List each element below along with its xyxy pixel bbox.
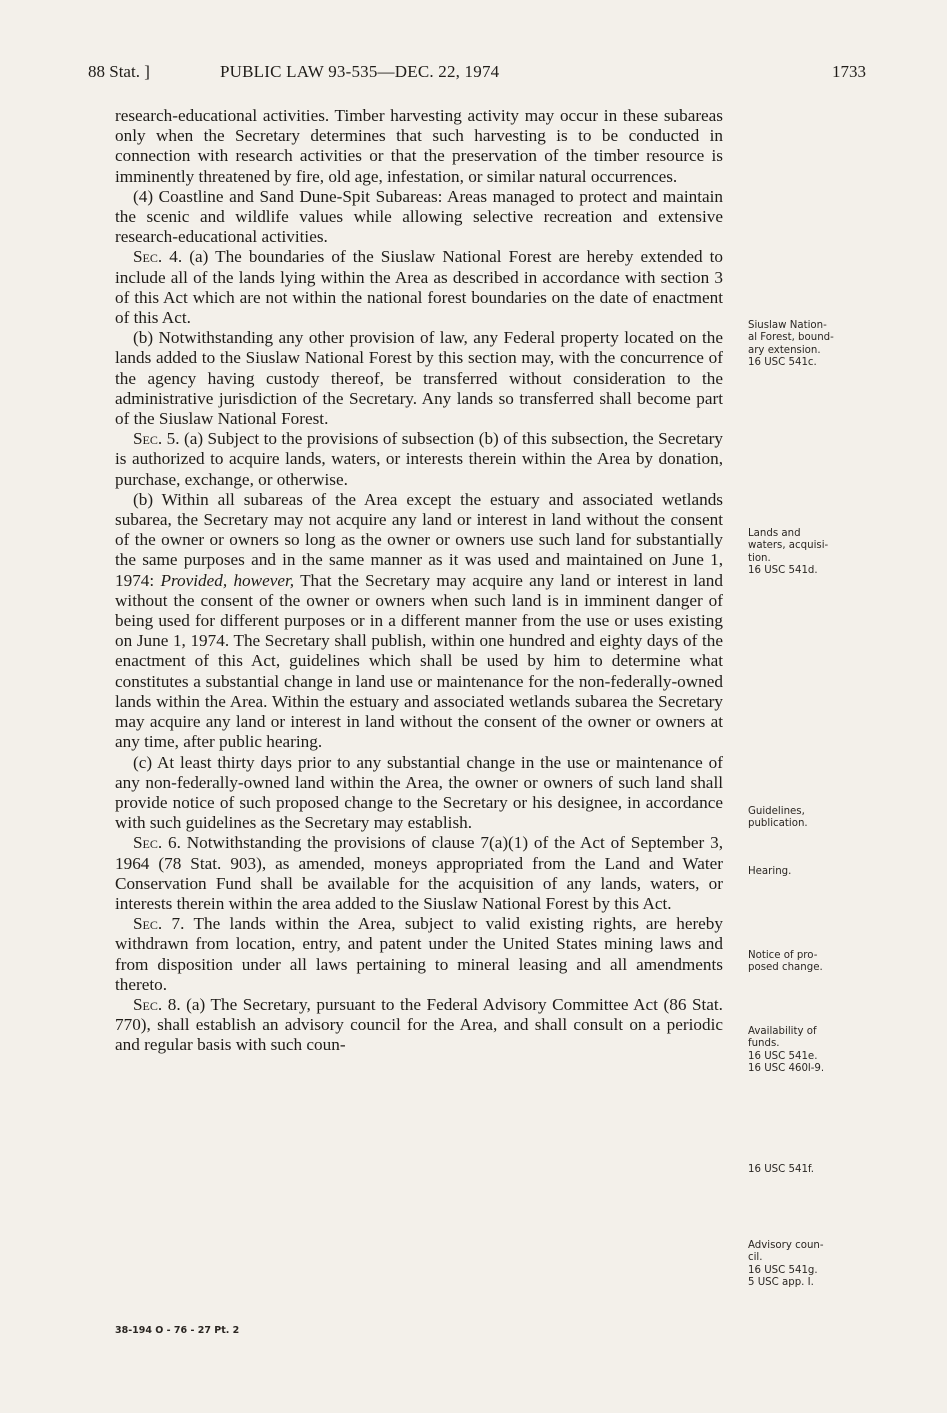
paragraph: (b) Within all subareas of the Area except the estuary and associated wetlands subarea, the Secretary may not acquire any land or interest in land without the consent of the owner or owners so long as the owner or owners use such land for substantially the same purposes and in the same manner as it was used and maintained on June 1, 1974: Provided, however, That the Secretary may acquire any land or interest in land without the consent of the owner or owners when such land is in imminent danger of being used for different purposes or in a different manner from the use or uses existing on June 1, 1974. The Secretary shall publish, within one hundred and eighty days of the enactment of this Act, guidelines which shall be used by him to determine what constitutes a substantial change in land use or maintenance for the non-federally-owned lands within the Area. Within the estuary and associated wetlands subarea the Secretary may acquire any land or interest in land without the consent of the owner or owners at any time, after public hearing. xyxy=(115,489,723,752)
paragraph: (4) Coastline and Sand Dune-Spit Subareas: Areas managed to protect and maintain the scenic and wildlife values while allowing selective recreation and extensive research-educational activities. xyxy=(115,186,723,247)
section-7-paragraph: Sec. 7. The lands within the Area, subject to valid existing rights, are hereby withdrawn from location, entry, and patent under the United States mining laws and from disposition under all laws pertaining to mineral leasing and all amendments thereto. xyxy=(115,914,723,994)
body-text xyxy=(115,106,723,1056)
margin-note: Siuslaw Nation- al Forest, bound- ary extension. 16 USC 541c. xyxy=(748,320,834,369)
section-label: Sec. 6. xyxy=(133,833,181,853)
page-number: 1733 xyxy=(832,62,866,81)
paragraph: (b) Notwithstanding any other provision of law, any Federal property located on the lands added to the Siuslaw National Forest by this section may, with the concurrence of the agency having custody thereof, be transferred without consideration to the administrative jurisdiction of the Secretary. Any lands so transferred shall become part of the Siuslaw National Forest. xyxy=(115,328,723,429)
section-label: Sec. 5. xyxy=(133,429,180,449)
margin-note: 16 USC 541f. xyxy=(748,1164,815,1175)
paragraph: research-educational activities. Timber harvesting activity may occur in these subareas only when the Secretary determines that such harvesting is to be conducted in connection with research activities or that the preservation of the timber resource is imminently threatened by fire, old age, infestation, or similar natural occurrences. xyxy=(115,106,723,186)
section-label: Sec. 7. xyxy=(133,914,185,934)
section-5-paragraph: Sec. 5. (a) Subject to the provisions of subsection (b) of this subsection, the Secretary is authorized to acquire lands, waters, or interests therein within the Area by donation, purchase, exchange, or otherwise. xyxy=(115,429,723,489)
print-code-footer: 38-194 O - 76 - 27 Pt. 2 xyxy=(115,1325,240,1336)
margin-note: Notice of pro- posed change. xyxy=(748,950,823,974)
volume-reference: 88 Stat. ] xyxy=(88,62,150,81)
margin-note: Availability of funds. 16 USC 541e. 16 USC 460l-9. xyxy=(748,1026,825,1075)
section-label: Sec. 4. xyxy=(133,247,183,267)
section-label: Sec. 8. xyxy=(133,994,181,1014)
section-8-paragraph: Sec. 8. (a) The Secretary, pursuant to the Federal Advisory Committee Act (86 Stat. 770), shall establish an advisory council for the Area, and shall consult on a periodic and regular basis with such coun- xyxy=(115,994,723,1055)
margin-note: Lands and waters, acquisi- tion. 16 USC 541d. xyxy=(748,528,829,577)
section-4-paragraph: Sec. 4. (a) The boundaries of the Siuslaw National Forest are hereby extended to include all of the lands lying within the Area as described in accordance with section 3 of this Act which are not within the national forest boundaries on the date of enactment of this Act. xyxy=(115,247,723,328)
paragraph: (c) At least thirty days prior to any substantial change in the use or maintenance of any non-federally-owned land within the Area, the owner or owners of such land shall provide notice of such proposed change to the Secretary or his designee, in accordance with such guidelines as the Secretary may establish. xyxy=(115,752,723,833)
proviso-italic: Provided, however, xyxy=(160,570,295,590)
margin-note: Guidelines, publication. xyxy=(748,806,808,830)
section-6-paragraph: Sec. 6. Notwithstanding the provisions of clause 7(a)(1) of the Act of September 3, 1964 (78 Stat. 903), as amended, moneys appropriated from the Land and Water Conservation Fund shall be available for the acquisition of any lands, waters, or interests therein within the area added to the Siuslaw National Forest by this Act. xyxy=(115,833,723,913)
law-title: PUBLIC LAW 93-535—DEC. 22, 1974 xyxy=(220,62,500,81)
margin-note: Advisory coun- cil. 16 USC 541g. 5 USC app. I. xyxy=(748,1240,824,1289)
page-header xyxy=(88,62,866,86)
margin-note: Hearing. xyxy=(748,866,792,877)
